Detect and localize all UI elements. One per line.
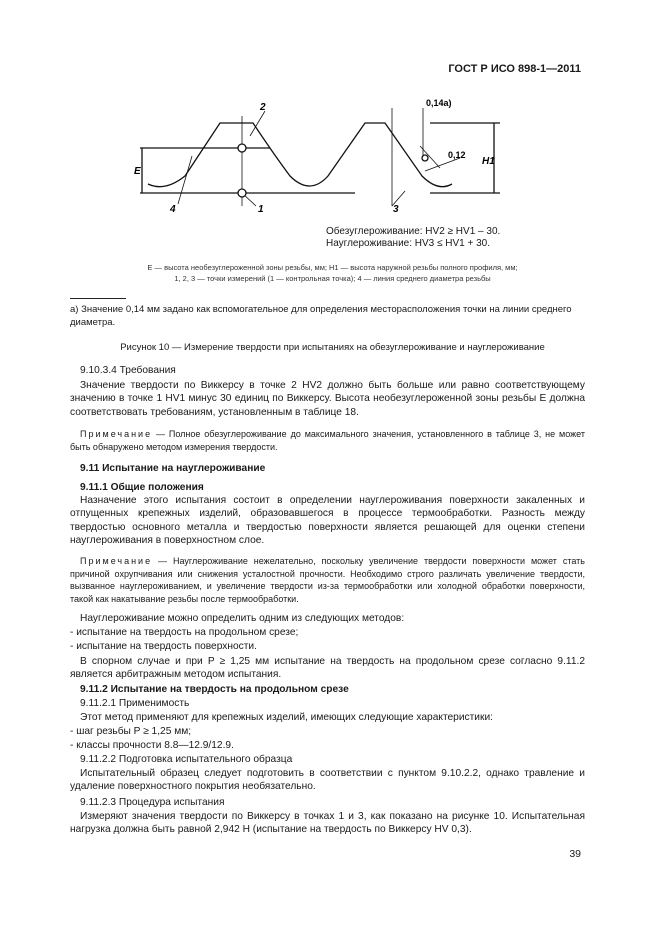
figure-legend-line-2: 1, 2, 3 — точки измерений (1 — контрольная точка); 4 — линия среднего диаметра резьбы xyxy=(174,274,491,283)
measure-point-2 xyxy=(238,144,246,152)
formula-carburization: Науглероживание: HV3 ≤ HV1 + 30. xyxy=(326,238,491,249)
dim-label-012: 0,12 xyxy=(448,150,466,160)
document-header: ГОСТ Р ИСО 898-1—2011 xyxy=(448,63,581,75)
section-9-11-2-2-text: Испытательный образец следует подготовить в соответствии с пунктом 9.10.2.2, однако травление и удаление поверхностного покрытия необязательно. xyxy=(70,768,585,793)
footnote: a) Значение 0,14 мм задано как вспомогательное для определения месторасположения точки на линии среднего диаметра. xyxy=(70,304,572,328)
section-9-11-2-1-text: Этот метод применяют для крепежных изделий, имеющих следующие характеристики: xyxy=(80,712,493,723)
label-4: 4 xyxy=(170,204,176,215)
formula-decarburization: Обезуглероживание: HV2 ≥ HV1 – 30. xyxy=(326,226,501,237)
section-9-11-1-title: 9.11.1 Общие положения xyxy=(80,482,204,493)
figure-caption: Рисунок 10 — Измерение твердости при испытаниях на обезуглероживание и науглероживание xyxy=(120,342,545,353)
section-9-11-1-note: Примечание — Науглероживание нежелательно, поскольку увеличение твердости поверхности может стать причиной охрупчивания или снижения усталостной прочности. Необходимо строго различать увеличение твердости, вызванное науглероживанием, и увеличение твердости из-за термообработки или холодной обработки поверхности, такой как накатывание резьбы после термообработки. xyxy=(70,556,585,604)
section-9-11-2-2-title: 9.11.2.2 Подготовка испытательного образца xyxy=(80,754,293,765)
page-number: 39 xyxy=(569,848,581,860)
label-e: E xyxy=(134,166,141,177)
criteria-item-2: - классы прочности 8.8—12.9/12.9. xyxy=(70,740,234,751)
section-9-11-title: 9.11 Испытание на науглероживание xyxy=(80,463,266,474)
dim-label-014: 0,14a) xyxy=(426,98,452,108)
thread-profile-figure xyxy=(130,96,510,216)
measure-point-3 xyxy=(422,155,428,161)
method-item-1: - испытание на твердость на продольном срезе; xyxy=(70,627,299,638)
section-9-11-1-text: Назначение этого испытания состоит в определении науглероживания поверхности закаленных и отпущенных крепежных изделий, образовавшегося в процессе термообработки. Разность между твердостью основного металла и твердостью поверхности является решающей для оценки степени науглероживания в поверхностном слое. xyxy=(70,495,585,547)
label-h1: H1 xyxy=(482,156,495,167)
section-9-10-3-4-note: Примечание — Полное обезуглероживание до максимального значения, установленного в таблице 3, не может быть обнаружено методом измерения твердости. xyxy=(70,429,585,452)
criteria-item-1: - шаг резьбы P ≥ 1,25 мм; xyxy=(70,726,192,737)
figure-legend-line-1: E — высота необезуглероженной зоны резьбы, мм; H1 — высота наружной резьбы полного профиля, мм; xyxy=(147,263,518,272)
methods-intro: Науглероживание можно определить одним из следующих методов: xyxy=(80,613,405,624)
section-9-11-2-3-text: Измеряют значения твердости по Виккерсу в точках 1 и 3, как показано на рисунке 10. Испытательная нагрузка должна быть равной 2,942 Н (испытание на твердость по Виккерсу HV 0,3). xyxy=(70,811,585,836)
label-2: 2 xyxy=(260,102,266,113)
arbitration-text: В спорном случае и при P ≥ 1,25 мм испытание на твердость на продольном срезе согласно 9.11.2 является арбитражным методом испытания. xyxy=(70,656,585,681)
label-3: 3 xyxy=(393,204,399,215)
section-9-10-3-4-title: 9.10.3.4 Требования xyxy=(80,365,176,376)
method-item-2: - испытание на твердость поверхности. xyxy=(70,641,257,652)
footnote-rule xyxy=(70,298,126,299)
section-9-10-3-4-text: Значение твердости по Виккерсу в точке 2 HV2 должно быть больше или равно соответствующему значению в точке 1 HV1 минус 30 единиц по Виккерсу. Высота необезуглероженной зоны резьбы E должна соответствовать требованиям, установленным в таблице 18. xyxy=(70,380,585,418)
label-1: 1 xyxy=(258,204,264,215)
section-9-11-2-title: 9.11.2 Испытание на твердость на продольном срезе xyxy=(80,684,349,695)
measure-point-1 xyxy=(238,189,246,197)
thread-profile-left xyxy=(148,123,452,187)
section-9-11-2-1-title: 9.11.2.1 Применимость xyxy=(80,698,190,709)
section-9-11-2-3-title: 9.11.2.3 Процедура испытания xyxy=(80,797,225,808)
